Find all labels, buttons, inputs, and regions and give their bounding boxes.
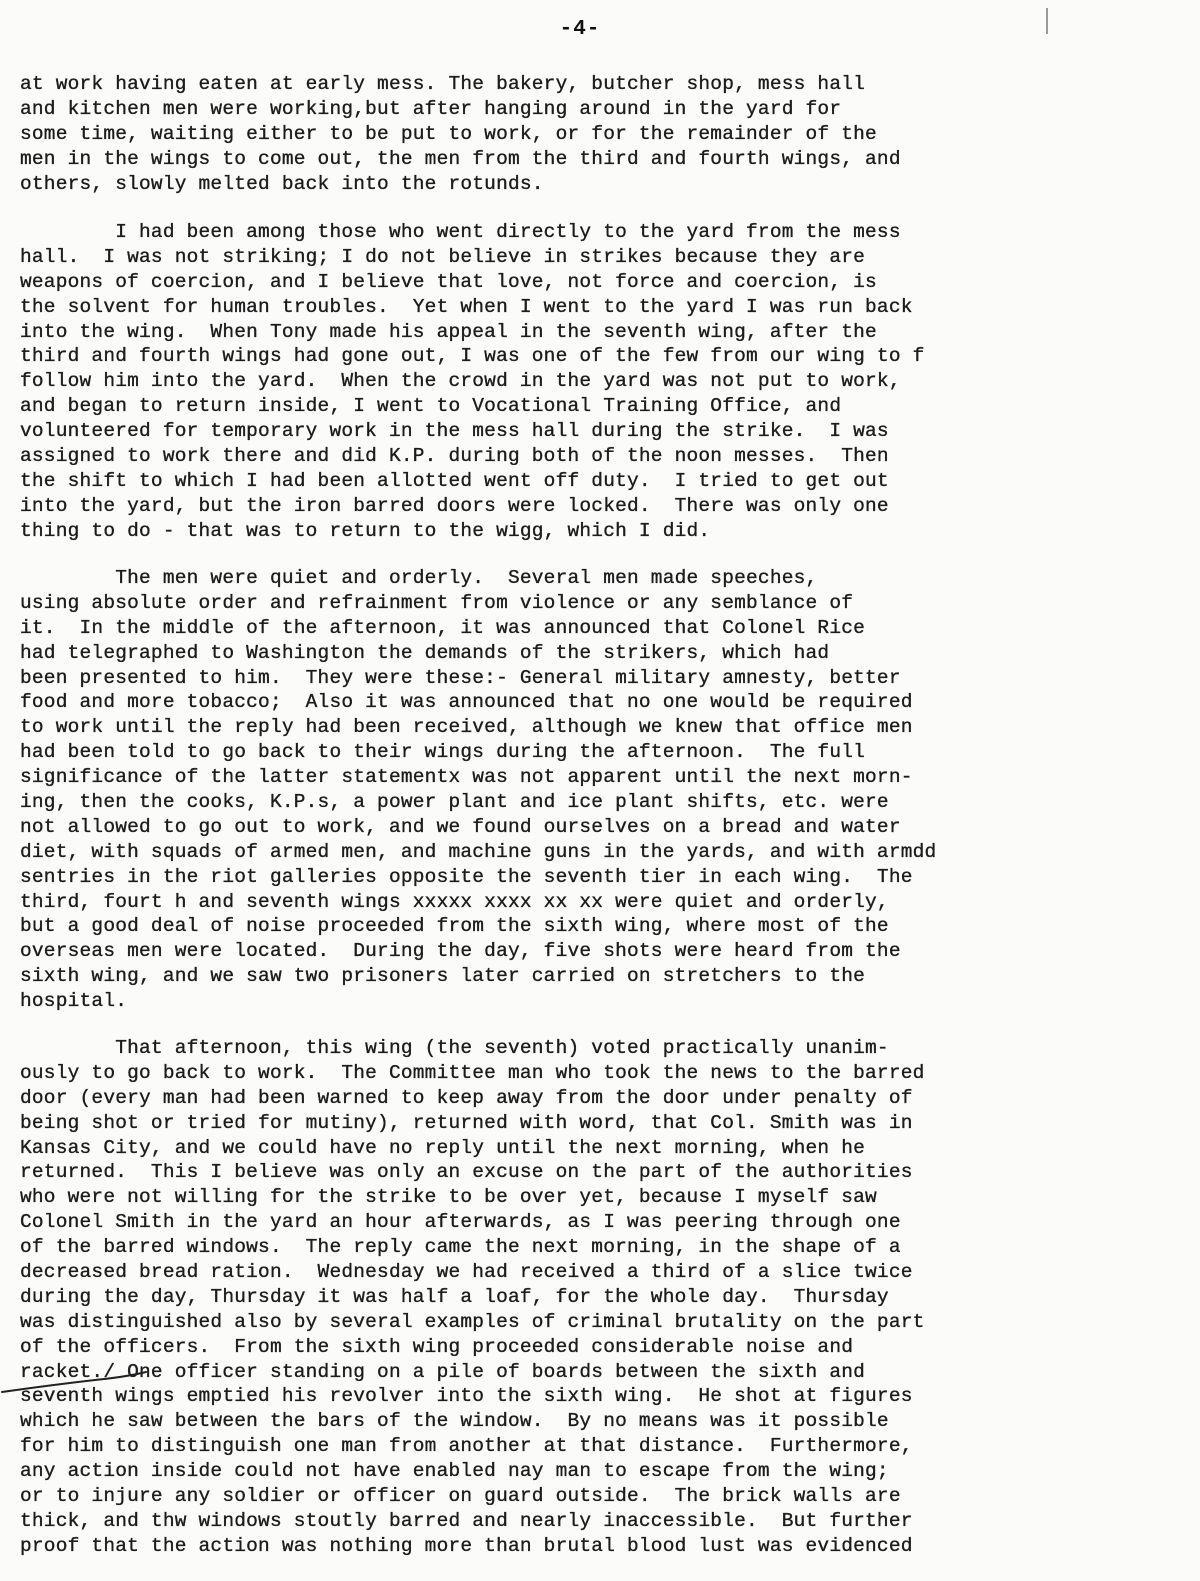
text-line: into the yard, but the iron barred doors were locked. There was only one xyxy=(20,494,889,517)
text-line: for him to distinguish one man from another at that distance. Furthermore, xyxy=(20,1435,913,1458)
text-line: Colonel Smith in the yard an hour afterwards, as I was peering through one xyxy=(20,1211,901,1234)
text-line: any action inside could not have enabled nay man to escape from the wing; xyxy=(20,1460,889,1483)
text-line: during the day, Thursday it was half a loaf, for the whole day. Thursday xyxy=(20,1285,889,1308)
text-line: who were not willing for the strike to be over yet, because I myself saw xyxy=(20,1186,877,1209)
text-line: which he saw between the bars of the window. By no means was it possible xyxy=(20,1410,889,1433)
text-line: follow him into the yard. When the crowd in the yard was not put to work, xyxy=(20,370,901,393)
text-line: been presented to him. They were these:- General military amnesty, better xyxy=(20,666,901,689)
page-number: -4- xyxy=(559,18,601,41)
text-line: That afternoon, this wing (the seventh) voted practically unanim- xyxy=(20,1037,889,1059)
text-line: or to injure any soldier or officer on guard outside. The brick walls are xyxy=(20,1485,901,1508)
text-line: the shift to which I had been allotted went off duty. I tried to get out xyxy=(20,469,889,492)
text-line: the solvent for human troubles. Yet when I went to the yard I was run back xyxy=(20,295,913,318)
text-line: men in the wings to come out, the men from the third and fourth wings, and xyxy=(20,147,901,170)
text-line: and kitchen men were working,but after hanging around in the yard for xyxy=(20,97,842,120)
text-line: had been told to go back to their wings during the afternoon. The full xyxy=(20,741,866,764)
text-line: hall. I was not striking; I do not believe in strikes because they are xyxy=(20,245,866,268)
text-line: using absolute order and refrainment from violence or any semblance of xyxy=(20,591,854,614)
text-line: third, fourt h and seventh wings xxxxx xxxx xx xx were quiet and orderly, xyxy=(20,890,889,913)
text-line: I had been among those who went directly to the yard from the mess xyxy=(20,221,901,243)
text-line: overseas men were located. During the day, five shots were heard from the xyxy=(20,940,901,963)
text-line: and began to return inside, I went to Vocational Training Office, and xyxy=(20,395,842,418)
text-line: weapons of coercion, and I believe that love, not force and coercion, is xyxy=(20,270,877,293)
text-line: door (every man had been warned to keep away from the door under penalty of xyxy=(20,1086,913,1109)
text-line: it. In the middle of the afternoon, it was announced that Colonel Rice xyxy=(20,616,866,639)
text-line: to work until the reply had been received, although we knew that office men xyxy=(20,716,913,739)
text-line: Kansas City, and we could have no reply until the next morning, when he xyxy=(20,1136,866,1159)
text-line: ously to go back to work. The Committee man who took the news to the barred xyxy=(20,1061,925,1084)
text-line: sixth wing, and we saw two prisoners later carried on stretchers to the xyxy=(20,965,866,988)
text-line: The men were quiet and orderly. Several men made speeches, xyxy=(20,567,818,589)
text-line: others, slowly melted back into the rotunds. xyxy=(20,172,544,195)
paragraph xyxy=(20,566,1170,1014)
text-line: being shot or tried for mutiny), returned with word, that Col. Smith was in xyxy=(20,1111,913,1134)
text-line: at work having eaten at early mess. The bakery, butcher shop, mess hall xyxy=(20,73,866,95)
text-line: into the wing. When Tony made his appeal in the seventh wing, after the xyxy=(20,320,877,343)
paragraph xyxy=(20,1036,1170,1559)
text-line: not allowed to go out to work, and we found ourselves on a bread and water xyxy=(20,815,901,838)
text-line: some time, waiting either to be put to work, or for the remainder of the xyxy=(20,122,877,145)
text-line: was distinguished also by several examples of criminal brutality on the part xyxy=(20,1310,925,1333)
text-line: seventh wings emptied his revolver into the sixth wing. He shot at figures xyxy=(20,1385,913,1408)
paragraph xyxy=(20,72,1170,196)
text-line: but a good deal of noise proceeded from the sixth wing, where most of the xyxy=(20,915,889,938)
text-line: thick, and thw windows stoutly barred and nearly inaccessible. But further xyxy=(20,1509,913,1532)
scan-edge-mark xyxy=(1046,8,1048,34)
text-line: thing to do - that was to return to the wigg, which I did. xyxy=(20,519,711,542)
text-line: proof that the action was nothing more than brutal blood lust was evidenced xyxy=(20,1534,913,1557)
text-line: racket./ One officer standing on a pile of boards between the sixth and xyxy=(20,1360,866,1383)
text-line: had telegraphed to Washington the demands of the strikers, which had xyxy=(20,641,830,664)
handwritten-pen-stroke xyxy=(0,1368,150,1396)
text-line: hospital. xyxy=(20,990,128,1013)
text-line: third and fourth wings had gone out, I was one of the few from our wing to f xyxy=(20,345,925,368)
text-line: food and more tobacco; Also it was announced that no one would be required xyxy=(20,691,913,714)
text-line: decreased bread ration. Wednesday we had received a third of a slice twice xyxy=(20,1261,913,1284)
text-line: of the barred windows. The reply came the next morning, in the shape of a xyxy=(20,1236,901,1259)
text-line: assigned to work there and did K.P. during both of the noon messes. Then xyxy=(20,445,889,468)
text-line: returned. This I believe was only an excuse on the part of the authorities xyxy=(20,1161,913,1184)
text-line: volunteered for temporary work in the mess hall during the strike. I was xyxy=(20,420,889,443)
text-line: sentries in the riot galleries opposite the seventh tier in each wing. The xyxy=(20,865,913,888)
text-line: diet, with squads of armed men, and machine guns in the yards, and with armdd xyxy=(20,840,937,863)
text-line: significance of the latter statementx was not apparent until the next morn- xyxy=(20,766,913,789)
paragraph xyxy=(20,220,1170,544)
text-line: ing, then the cooks, K.P.s, a power plant and ice plant shifts, etc. were xyxy=(20,791,889,814)
text-line: of the officers. From the sixth wing proceeded considerable noise and xyxy=(20,1335,854,1358)
